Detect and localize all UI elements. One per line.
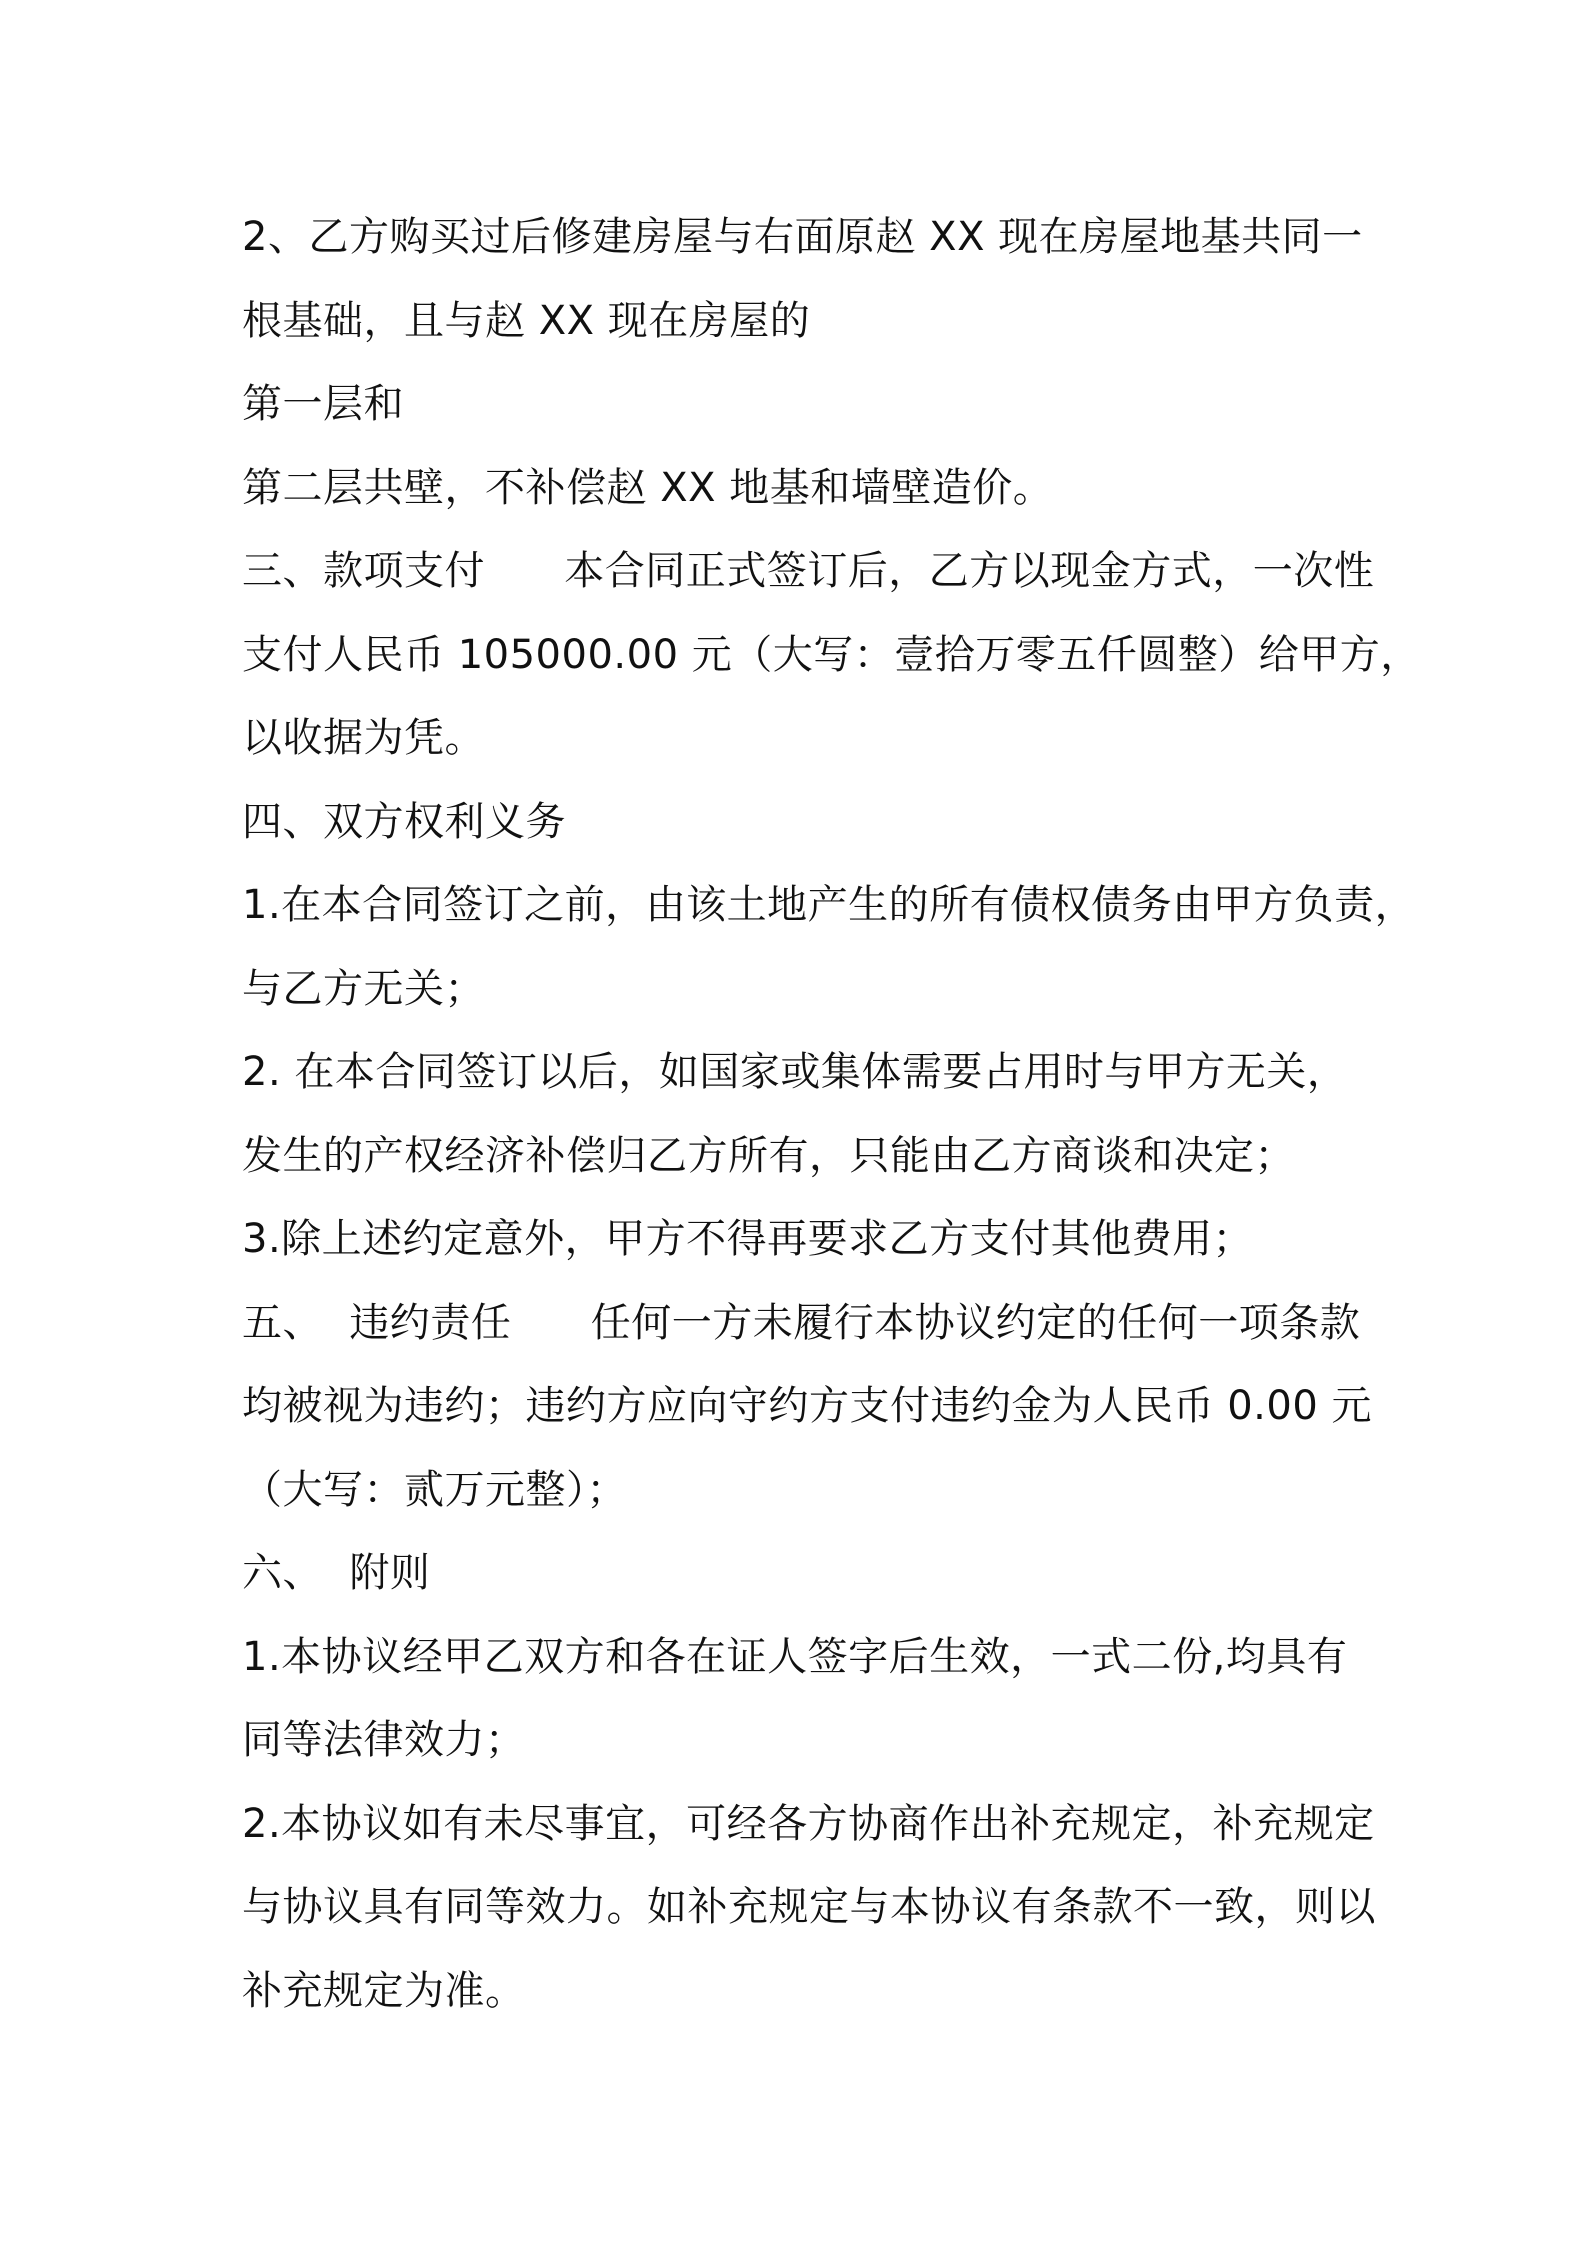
text-line: 与协议具有同等效力。如补充规定与本协议有条款不一致，则以 [242, 1884, 1376, 1930]
document-body [242, 196, 1421, 2033]
section-heading-supplementary: 六、 附则 [242, 1550, 431, 1596]
section-heading-payment: 三、款项支付 本合同正式签订后，乙方以现金方式，一次性 [242, 548, 1375, 594]
text-line: 补充规定为准。 [242, 1967, 526, 2014]
text-line: （大写：贰万元整）； [242, 1466, 627, 1513]
text-line: 发生的产权经济补偿归乙方所有，只能由乙方商谈和决定； [242, 1132, 1295, 1179]
text-line: 与乙方无关； [242, 965, 485, 1012]
text-line: 第一层和 [242, 381, 404, 427]
text-line: 同等法律效力； [242, 1717, 526, 1763]
text-line: 3.除上述约定意外，甲方不得再要求乙方支付其他费用； [242, 1216, 1254, 1262]
text-line: 2、乙方购买过后修建房屋与右面原赵 XX 现在房屋地基共同一 [242, 214, 1363, 260]
text-line: 1.在本合同签订之前，由该土地产生的所有债权债务由甲方负责， [242, 882, 1416, 928]
text-line: 2.本协议如有未尽事宜，可经各方协商作出补充规定，补充规定 [242, 1800, 1375, 1847]
text-line: 1.本协议经甲乙双方和各在证人签字后生效，一式二份,均具有 [242, 1633, 1348, 1680]
section-heading-rights: 四、双方权利义务 [242, 798, 566, 845]
text-line: 支付人民币 105000.00 元（大写：壹拾万零五仟圆整）给甲方， [242, 631, 1421, 678]
text-line: 以收据为凭。 [242, 715, 485, 761]
text-line: 2. 在本合同签订以后，如国家或集体需要占用时与甲方无关， [242, 1049, 1348, 1095]
text-line: 均被视为违约；违约方应向守约方支付违约金为人民币 0.00 元 [242, 1383, 1372, 1429]
text-line: 第二层共壁，不补偿赵 XX 地基和墙壁造价。 [242, 464, 1054, 511]
section-heading-liability: 五、 违约责任 任何一方未履行本协议约定的任何一项条款 [242, 1299, 1361, 1346]
text-line: 根基础，且与赵 XX 现在房屋的 [242, 297, 811, 344]
